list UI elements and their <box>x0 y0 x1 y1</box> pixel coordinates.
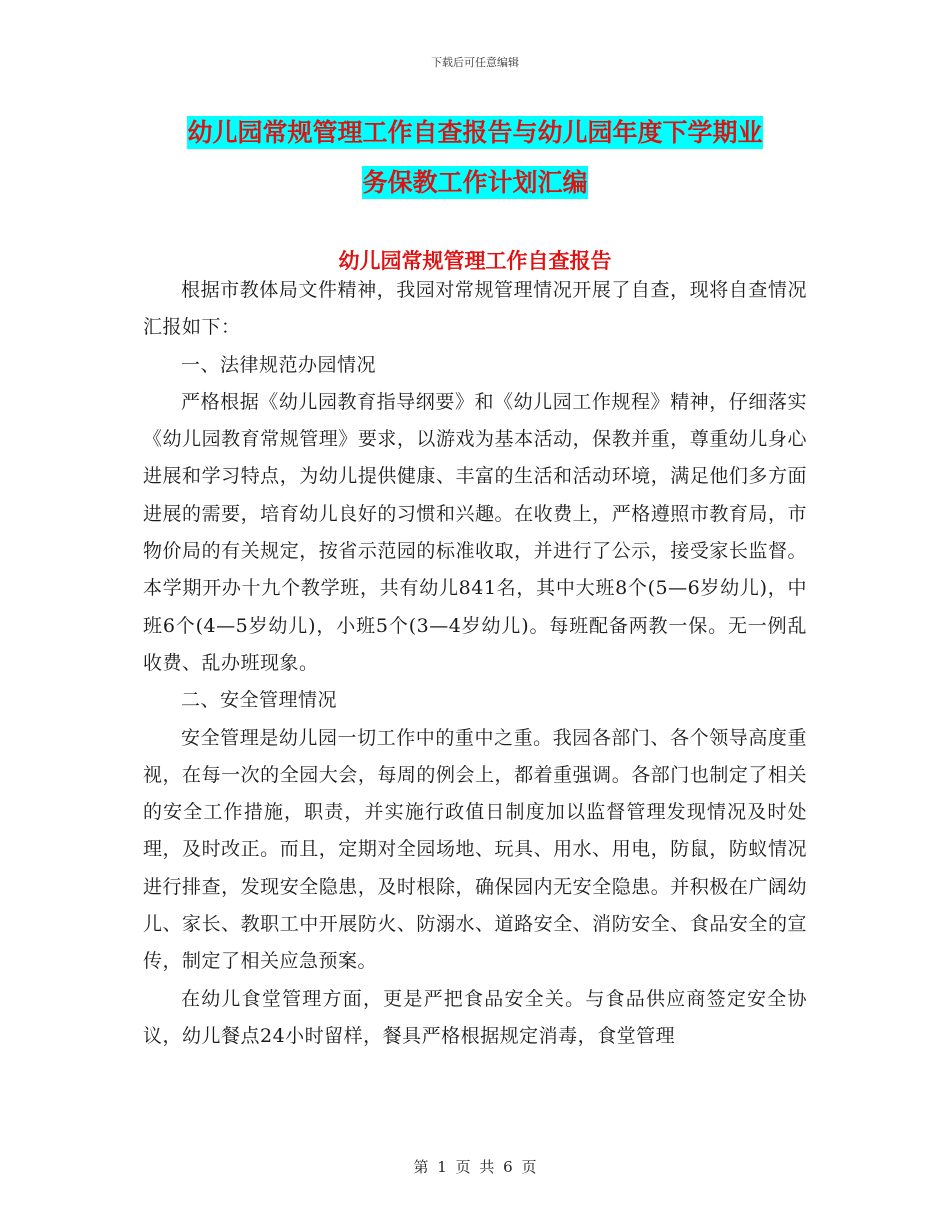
document-title <box>140 108 810 208</box>
paragraph-safety: 安全管理是幼儿园一切工作中的重中之重。我园各部门、各个领导高度重视，在每一次的全园大会，每周的例会上，都着重强调。各部门也制定了相关的安全工作措施，职责，并实施行政值日制度加以监督管理发现情况及时处理，及时改正。而且，定期对全园场地、玩具、用水、用电，防鼠，防蚁情况进行排查，发现安全隐患，及时根除，确保园内无安全隐患。并积极在广阔幼儿、家长、教职工中开展防火、防溺水、道路安全、消防安全、食品安全的宣传，制定了相关应急预案。 <box>143 726 807 973</box>
paragraph-legal: 严格根据《幼儿园教育指导纲要》和《幼儿园工作规程》精神，仔细落实《幼儿园教育常规管理》要求，以游戏为基本活动，保教并重，尊重幼儿身心进展和学习特点，为幼儿提供健康、丰富的生活和活动环境，满足他们多方面进展的需要，培育幼儿良好的习惯和兴趣。在收费上，严格遵照市教育局，市物价局的有关规定，按省示范园的标准收取，并进行了公示，接受家长监督。本学期开办十九个教学班，共有幼儿841名，其中大班8个(5—6岁幼儿)，中班6个(4—5岁幼儿)，小班5个(3—4岁幼儿)。每班配备两教一保。无一例乱收费、乱办班现象。 <box>143 390 807 674</box>
paragraph-canteen: 在幼儿食堂管理方面，更是严把食品安全关。与食品供应商签定安全协议，幼儿餐点24小时留样，餐具严格根据规定消毒，食堂管理 <box>143 987 807 1047</box>
heading-safety: 二、安全管理情况 <box>181 689 338 712</box>
header-note: 下载后可任意编辑 <box>431 56 519 69</box>
document-body <box>143 272 807 1055</box>
section-title: 幼儿园常规管理工作自查报告 <box>338 248 612 273</box>
title-line-2: 务保教工作计划汇编 <box>362 168 588 197</box>
paragraph-intro: 根据市教体局文件精神，我园对常规管理情况开展了自查，现将自查情况汇报如下： <box>143 279 807 339</box>
heading-legal: 一、法律规范办园情况 <box>181 353 377 376</box>
title-line-1: 幼儿园常规管理工作自查报告与幼儿园年度下学期业 <box>187 118 763 147</box>
page-footer: 第 1 页 共 6 页 <box>413 1158 537 1176</box>
